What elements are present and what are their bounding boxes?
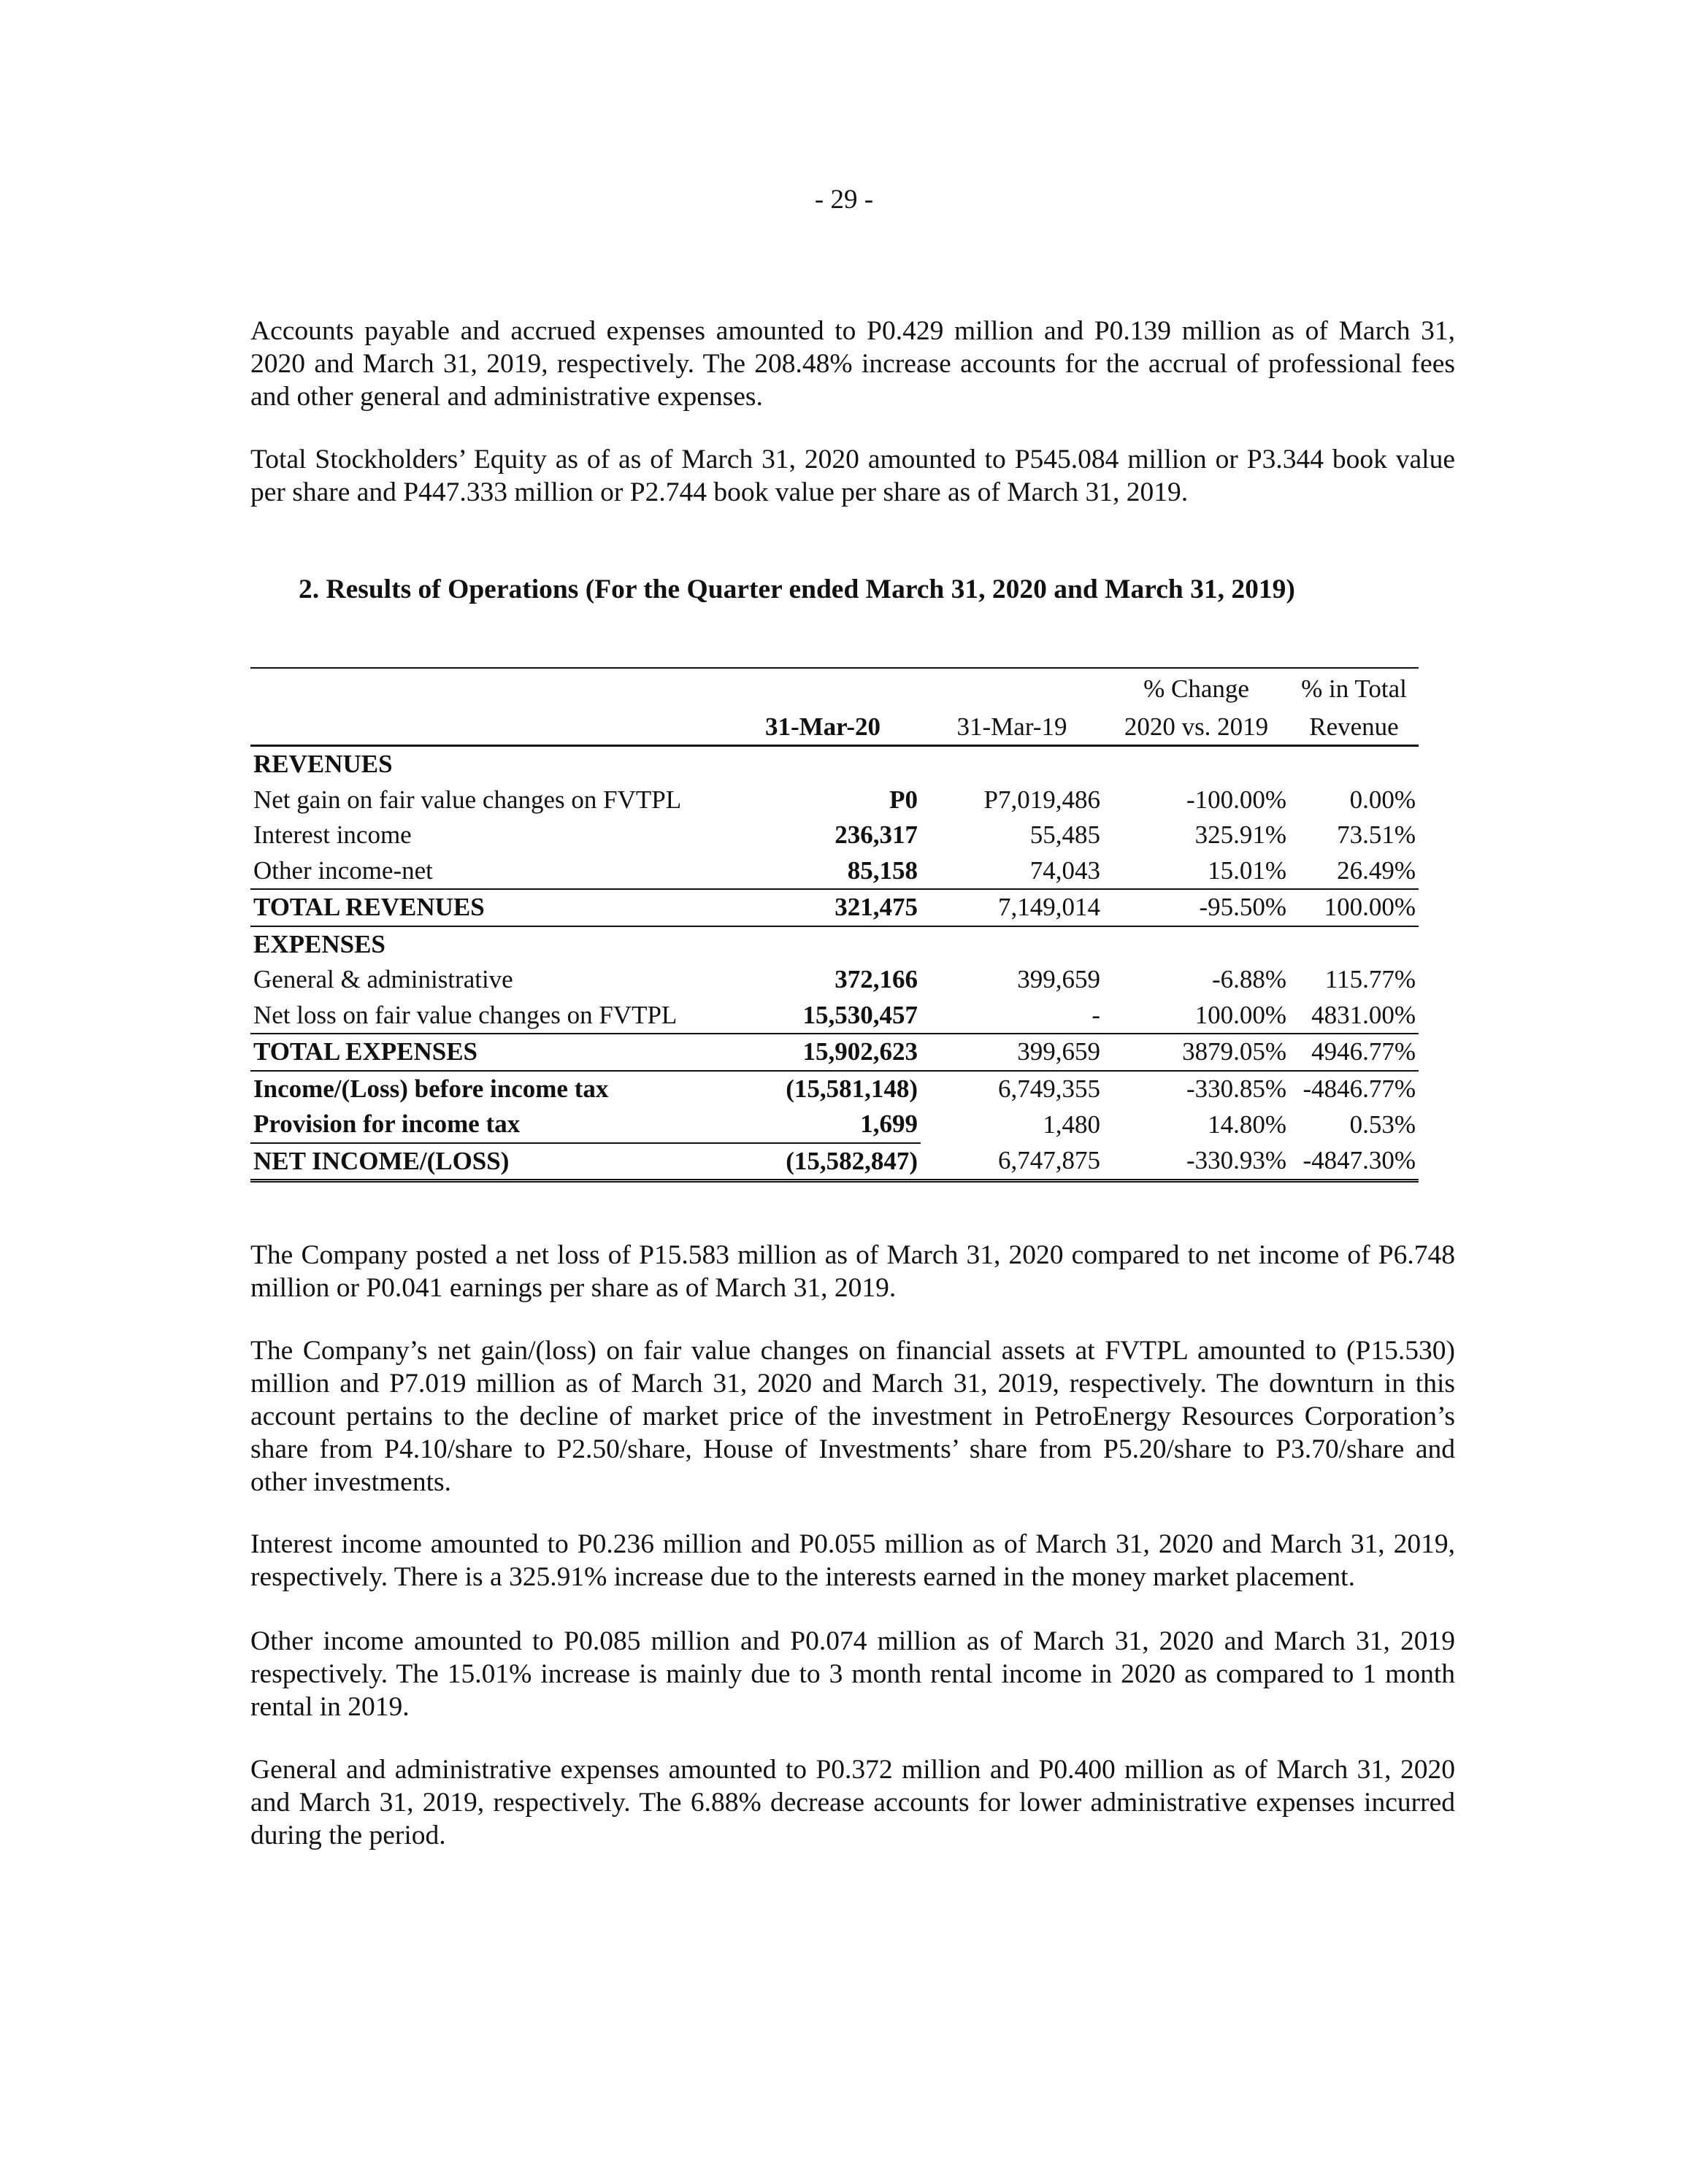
table-row [250, 962, 1419, 998]
table-row [250, 889, 1419, 926]
value-share: 0.00% [1349, 785, 1416, 814]
expenses-heading: EXPENSES [253, 929, 385, 958]
table-row [250, 1107, 1419, 1143]
table-row [250, 853, 1419, 890]
value-2019: 7,149,014 [921, 889, 1103, 926]
value-2019: - [921, 998, 1103, 1034]
value-2019: 6,749,355 [998, 1074, 1100, 1103]
value-2019: P7,019,486 [983, 785, 1100, 814]
results-of-operations-table [250, 667, 1419, 1183]
header-2019: 31-Mar-19 [921, 707, 1103, 746]
paragraph-net-loss: The Company posted a net loss of P15.583 million as of March 31, 2020 compared to net income of P6.748 million or P0.041 earnings per share as of March 31, 2019. [250, 1240, 1455, 1303]
value-share: 100.00% [1289, 889, 1419, 926]
paragraph-stockholders-equity: Total Stockholders’ Equity as of as of March 31, 2020 amounted to P545.084 million or P3.344 book value per share and P447.333 million or P2.744 book value per share as of March 31, 2019. [250, 445, 1455, 507]
header-2020: 31-Mar-20 [725, 707, 921, 746]
paragraph-general-admin: General and administrative expenses amounted to P0.372 million and P0.400 million as of March 31, 2020 and March 31, 2019, respectively. The 6.88% decrease accounts for lower administrative expenses incurred during the period. [250, 1755, 1455, 1850]
value-2019: 74,043 [921, 853, 1103, 890]
table-header-row [250, 668, 1419, 707]
section-heading: 2. Results of Operations (For the Quarter ended March 31, 2020 and March 31, 2019) [299, 574, 1295, 604]
value-2020: 15,902,623 [725, 1034, 921, 1071]
table-row [250, 783, 1419, 818]
value-2019: 399,659 [1017, 965, 1100, 994]
header-total-bottom: Revenue [1289, 707, 1419, 746]
row-label: Net loss on fair value changes on FVTPL [250, 998, 725, 1034]
paragraph-accounts-payable: Accounts payable and accrued expenses amounted to P0.429 million and P0.139 million as of March 31, 2020 and March 31, 2019, respectively. The 208.48% increase accounts for the accrual of professional fees and other general and administrative expenses. [250, 316, 1455, 412]
value-share: 73.51% [1337, 820, 1416, 850]
value-change: 325.91% [1194, 820, 1286, 850]
table-row [250, 1034, 1419, 1071]
revenues-heading: REVENUES [253, 750, 393, 779]
value-share: 4946.77% [1289, 1034, 1419, 1071]
value-change: -100.00% [1186, 785, 1286, 814]
value-2020: P0 [889, 785, 918, 814]
table-row [250, 1071, 1419, 1107]
value-share: -4847.30% [1289, 1143, 1419, 1181]
paragraph-other-income: Other income amounted to P0.085 million and P0.074 million as of March 31, 2020 and March 31, 2019 respectively. The 15.01% increase is mainly due to 3 month rental income in 2020 as compared to 1 month rental in 2019. [250, 1626, 1455, 1722]
value-change: 3879.05% [1103, 1034, 1289, 1071]
paragraph-interest-income: Interest income amounted to P0.236 million and P0.055 million as of March 31, 2020 and March 31, 2019, respectively. There is a 325.91% increase due to the interests earned in the money market placement. [250, 1529, 1455, 1592]
value-share: 26.49% [1289, 853, 1419, 890]
page-number: - 29 - [814, 185, 874, 215]
value-2020: (15,581,148) [786, 1074, 918, 1103]
value-2020: 236,317 [835, 820, 918, 850]
value-change: -330.93% [1103, 1143, 1289, 1181]
row-label: Net gain on fair value changes on FVTPL [253, 785, 682, 814]
value-2020: 1,699 [725, 1107, 921, 1143]
value-2019: 55,485 [1029, 820, 1100, 850]
table-row [250, 818, 1419, 853]
header-change-top: % Change [1143, 674, 1249, 703]
value-2019: 399,659 [921, 1034, 1103, 1071]
row-label: Provision for income tax [250, 1107, 725, 1143]
paragraph-fvtpl: The Company’s net gain/(loss) on fair value changes on financial assets at FVTPL amounted to (P15.530) million and P7.019 million as of March 31, 2020 and March 31, 2019, respectively. The downturn in this account pertains to the decline of market price of the investment in PetroEnergy Resources Corporation’s share from P4.10/share to P2.50/share, House of Investments’ share from P5.20/share to P3.70/share and other investments. [250, 1336, 1455, 1497]
table-section-row [250, 926, 1419, 963]
row-label: General & administrative [253, 965, 513, 994]
header-total-top: % in Total [1301, 674, 1407, 703]
value-2019: 6,747,875 [921, 1143, 1103, 1181]
table-row [250, 1143, 1419, 1181]
value-2020: 321,475 [725, 889, 921, 926]
value-2020: (15,582,847) [725, 1143, 921, 1181]
value-share: 4831.00% [1289, 998, 1419, 1034]
value-share: 115.77% [1324, 965, 1416, 994]
row-label: Income/(Loss) before income tax [253, 1074, 609, 1103]
value-change: 100.00% [1103, 998, 1289, 1034]
table-header-row [250, 707, 1419, 746]
row-label: NET INCOME/(LOSS) [250, 1143, 725, 1181]
value-2020: 85,158 [725, 853, 921, 890]
value-share: 0.53% [1349, 1110, 1416, 1139]
row-label: Interest income [253, 820, 412, 850]
row-label: TOTAL EXPENSES [250, 1034, 725, 1071]
row-label: TOTAL REVENUES [250, 889, 725, 926]
table-section-row [250, 746, 1419, 783]
value-change: -6.88% [1211, 965, 1286, 994]
row-label: Other income-net [250, 853, 725, 890]
value-2019: 1,480 [1043, 1110, 1100, 1139]
value-change: 14.80% [1208, 1110, 1286, 1139]
value-change: 15.01% [1103, 853, 1289, 890]
value-change: -95.50% [1103, 889, 1289, 926]
value-share: -4846.77% [1303, 1074, 1416, 1103]
value-2020: 15,530,457 [725, 998, 921, 1034]
table-row [250, 998, 1419, 1034]
header-change-bottom: 2020 vs. 2019 [1103, 707, 1289, 746]
value-change: -330.85% [1186, 1074, 1286, 1103]
value-2020: 372,166 [835, 965, 918, 994]
